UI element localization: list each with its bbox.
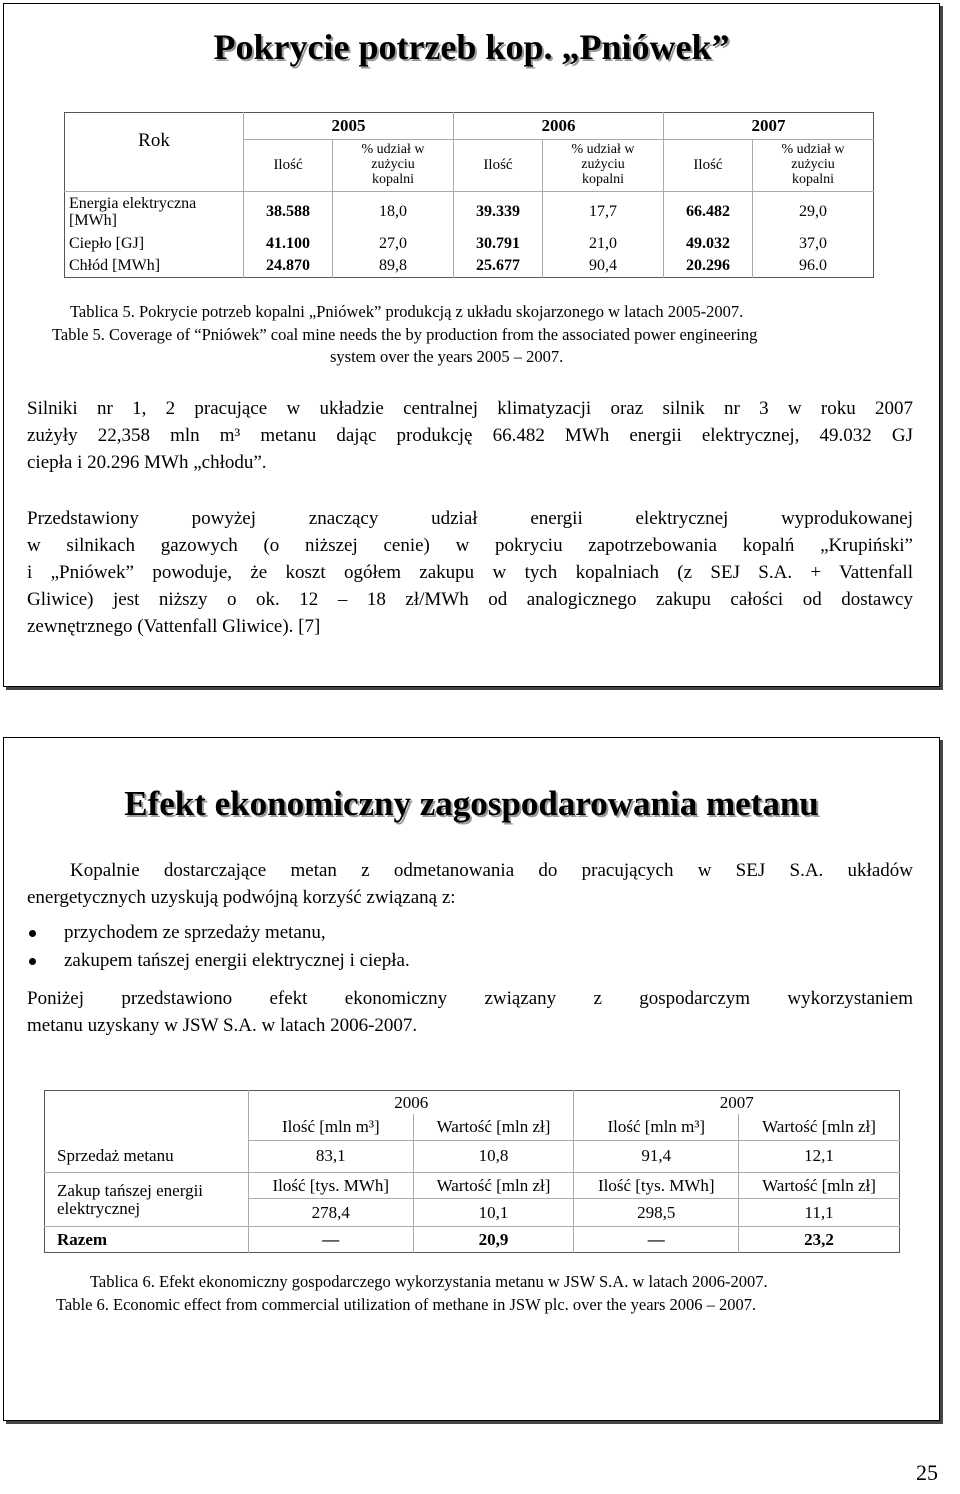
slide-pokrycie-potrzeb [3, 3, 940, 687]
table-5 [64, 112, 874, 278]
row-label: Ciepło [GJ] [65, 234, 244, 256]
value-header: Wartość [mln zł] [413, 1114, 574, 1140]
table-row [65, 192, 874, 234]
row-label: Razem [45, 1227, 249, 1253]
cell: — [574, 1227, 739, 1253]
slide-title: Pokrycie potrzeb kop. „Pniówek” [213, 27, 730, 67]
cell: 83,1 [249, 1140, 414, 1172]
year-header: 2006 [249, 1091, 574, 1115]
table-row [45, 1227, 900, 1253]
cell: 20.296 [663, 256, 752, 278]
cell: 90,4 [543, 256, 664, 278]
cell: 12,1 [739, 1140, 900, 1172]
cell: 30.791 [453, 234, 542, 256]
table-row [45, 1173, 900, 1199]
header-rok: Rok [65, 113, 244, 192]
row-label: Zakup tańszej energii elektrycznej [45, 1173, 249, 1227]
cell: 49.032 [663, 234, 752, 256]
qty-header: Ilość [tys. MWh] [574, 1173, 739, 1199]
pct-header: % udział w zużyciu kopalni [781, 142, 845, 187]
pct-header: % udział w zużyciu kopalni [333, 140, 454, 192]
cell: 11,1 [739, 1198, 900, 1226]
year-header: 2006 [453, 113, 663, 140]
qty-header: Ilość [mln m³] [574, 1114, 739, 1140]
year-header: 2007 [719, 1092, 754, 1112]
year-header: 2005 [244, 113, 454, 140]
paragraph-intro: Kopalnie dostarczające metan z odmetanowania do pracujących w SEJ S.A. układów energetycznych uzyskują podwójną korzyść związaną z: [27, 860, 913, 908]
paragraph-przedstawiony: Przedstawiony powyżej znaczący udział energii elektrycznej wyprodukowanej w silnikach gazowych (o niższej cenie) w pokryciu zapotrzebowania kopalń „Krupiński” i „Pniówek” powoduje, że koszt ogółem zakupu w tych kopalniach (z SEJ S.A. + Vattenfall Gliwice) jest niższy o ok. 12 – 18 zł/MWh od analogicznego zakupu całości od dostawcy zewnętrznego (Vattenfall Gliwice). [7] [27, 508, 913, 637]
cell: 23,2 [804, 1229, 834, 1249]
value-header: Wartość [mln zł] [739, 1173, 900, 1199]
table-row [65, 256, 874, 278]
row-label: Chłód [MWh] [65, 256, 244, 278]
qty-header: Ilość [tys. MWh] [249, 1173, 414, 1199]
value-header: Wartość [mln zł] [739, 1114, 900, 1140]
slide-efekt-ekonomiczny [3, 737, 940, 1421]
qty-header: Ilość [mln m³] [249, 1114, 414, 1140]
table-caption-pl: Tablica 6. Efekt ekonomiczny gospodarczego wykorzystania metanu w JSW S.A. w latach 2006-2007. [90, 1272, 768, 1291]
table-caption-en: Table 6. Economic effect from commercial utilization of methane in JSW plc. over the years 2006 – 2007. [56, 1295, 757, 1314]
page-number: 25 [916, 1460, 938, 1485]
table-6 [44, 1090, 900, 1253]
cell: — [249, 1227, 414, 1253]
paragraph-ponizej: Poniżej przedstawiono efekt ekonomiczny związany z gospodarczym wykorzystaniem metanu uzyskany w JSW S.A. w latach 2006-2007. [27, 988, 913, 1036]
cell: 27,0 [333, 234, 454, 256]
qty-header: Ilość [244, 140, 333, 192]
cell: 24.870 [244, 256, 333, 278]
cell: 25.677 [453, 256, 542, 278]
value-header: Wartość [mln zł] [413, 1173, 574, 1199]
row-label: Sprzedaż metanu [45, 1140, 249, 1172]
paragraph-silniki: Silniki nr 1, 2 pracujące w układzie centralnej klimatyzacji oraz silnik nr 3 w roku 2007 zużyły 22,358 mln m³ metanu dając produkcję 66.482 MWh energii elektrycznej, 49.032 GJ ciepła i 20.296 MWh „chłodu”. [27, 398, 913, 473]
cell: 298,5 [574, 1198, 739, 1226]
table-row [45, 1140, 900, 1172]
cell: 20,9 [413, 1227, 574, 1253]
cell: 10,1 [413, 1198, 574, 1226]
cell: 10,8 [413, 1140, 574, 1172]
qty-header: Ilość [663, 140, 752, 192]
row-label: Energia elektryczna [MWh] [65, 192, 244, 234]
bullet-icon [29, 930, 36, 937]
cell: 17,7 [543, 192, 664, 234]
cell: 37,0 [799, 235, 827, 253]
cell: 89,8 [333, 256, 454, 278]
bullet-item: zakupem tańszej energii elektrycznej i ciepła. [29, 950, 410, 972]
year-header: 2007 [663, 113, 873, 140]
cell: 29,0 [753, 192, 874, 234]
cell: 96.0 [799, 256, 827, 274]
bullet-icon [29, 958, 36, 965]
table-caption-pl: Tablica 5. Pokrycie potrzeb kopalni „Pniówek” produkcją z układu skojarzonego w latach 2005-2007. [70, 302, 744, 321]
cell: 18,0 [333, 192, 454, 234]
pct-header: % udział w zużyciu kopalni [543, 140, 664, 192]
qty-header: Ilość [453, 140, 542, 192]
table-row [65, 234, 874, 256]
table-caption-en: Table 5. Coverage of “Pniówek” coal mine needs the by production from the associated power engineering [52, 325, 758, 344]
bullet-item: przychodem ze sprzedaży metanu, [29, 922, 326, 944]
table-caption-en-cont: system over the years 2005 – 2007. [330, 347, 564, 366]
cell: 66.482 [663, 192, 752, 234]
cell: 21,0 [543, 234, 664, 256]
cell: 38.588 [244, 192, 333, 234]
cell: 278,4 [249, 1198, 414, 1226]
slide-title: Efekt ekonomiczny zagospodarowania metanu [124, 784, 819, 823]
cell: 91,4 [574, 1140, 739, 1172]
cell: 39.339 [453, 192, 542, 234]
cell: 41.100 [244, 234, 333, 256]
empty-corner [45, 1091, 249, 1141]
